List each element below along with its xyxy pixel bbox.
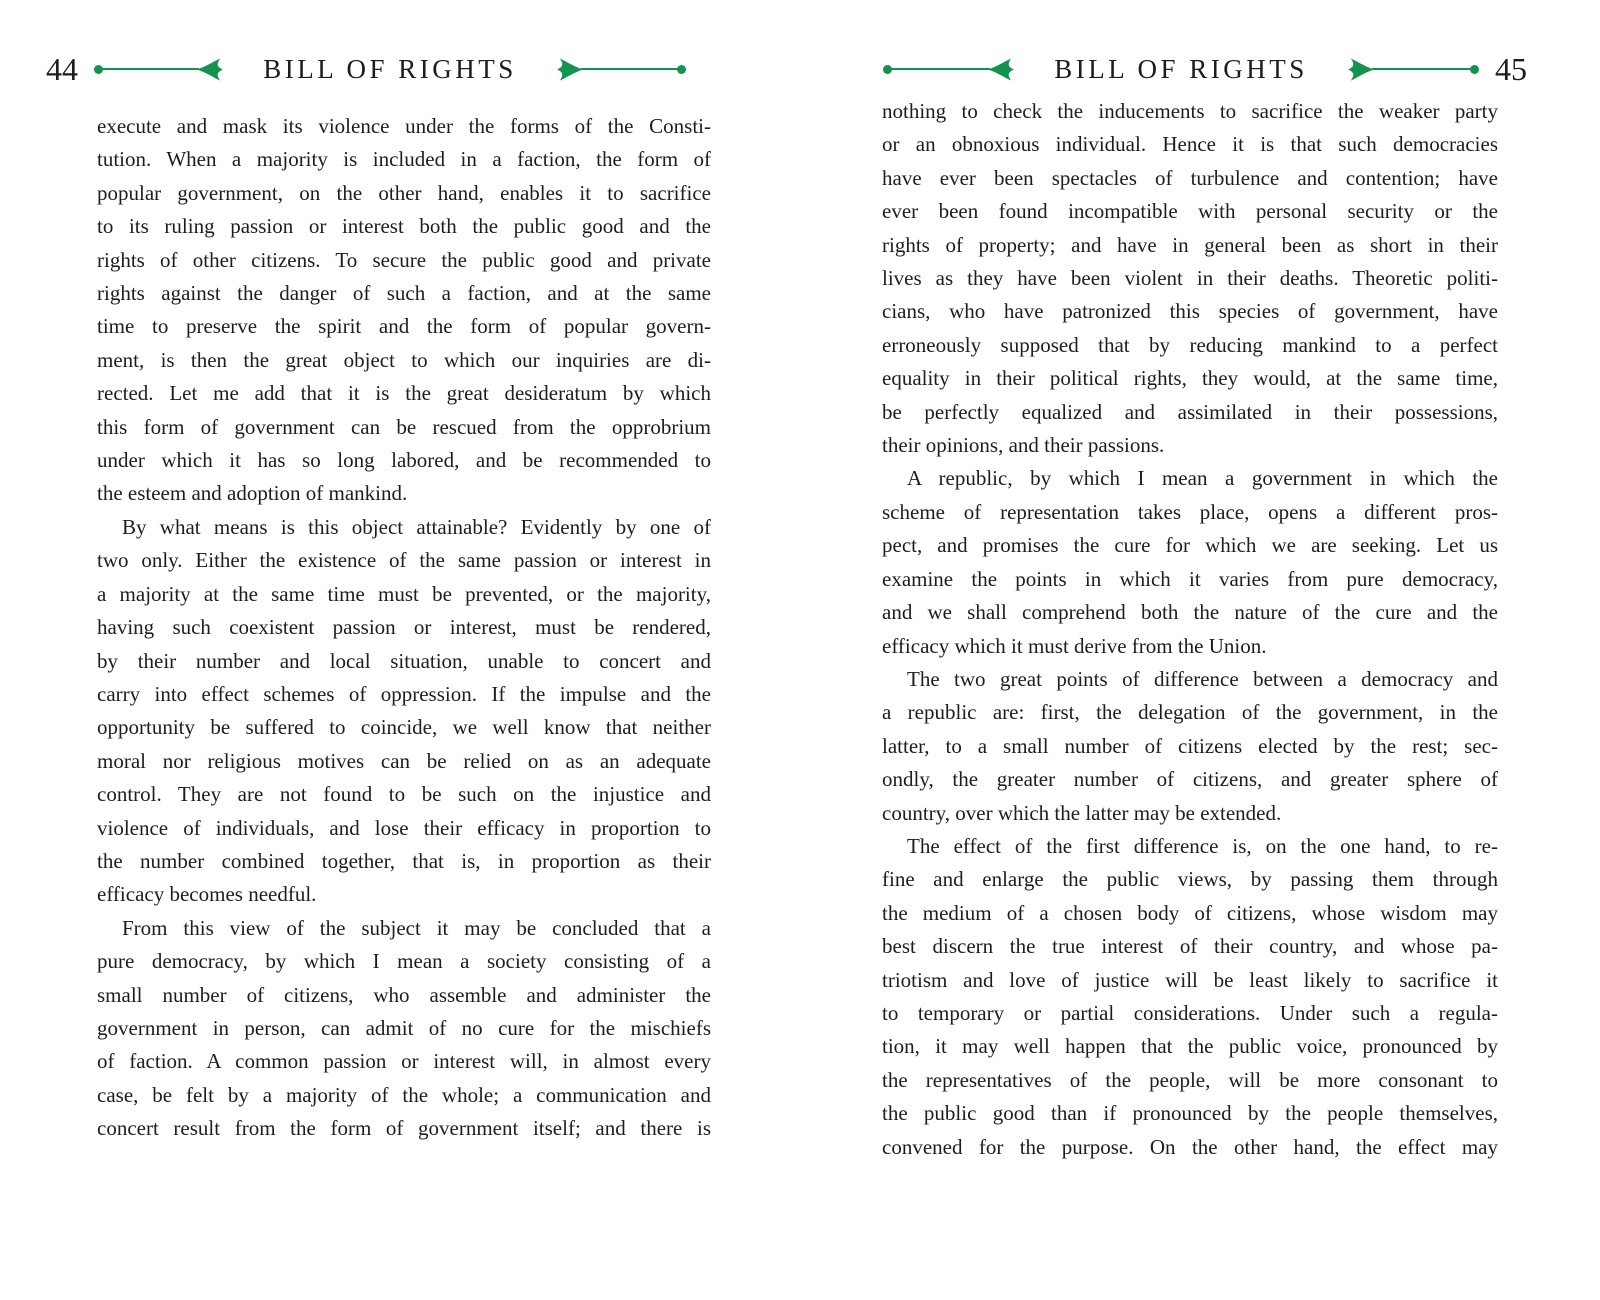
dot-icon (677, 65, 686, 74)
text-line: by their number and local situation, unable to concert and (97, 648, 711, 673)
ornament-rule (1372, 68, 1472, 70)
text-line: efficacy which it must derive from the Union. (882, 633, 1267, 658)
text-line: control. They are not found to be such on the injustice and (97, 782, 711, 807)
text-line: and we shall comprehend both the nature of the cure and the (882, 600, 1498, 625)
text-line: their opinions, and their passions. (882, 433, 1165, 458)
text-line: two only. Either the existence of the same passion or interest in (97, 548, 711, 573)
fleuron-leaf-icon (197, 57, 223, 82)
text-line: best discern the true interest of their country, and whose pa- (882, 934, 1498, 959)
text-line: violence of individuals, and lose their efficacy in proportion to (97, 815, 711, 840)
text-line: rected. Let me add that it is the great desideratum by which (97, 381, 711, 406)
text-line: a majority at the same time must be prevented, or the majority, (97, 581, 711, 606)
text-line: rights of property; and have in general been as short in their (882, 232, 1498, 257)
text-line: concert result from the form of government itself; and there is (97, 1116, 711, 1141)
header-ornament-right-trailing (1348, 57, 1479, 82)
text-line: the number combined together, that is, in proportion as their (97, 848, 711, 873)
ornament-rule (890, 68, 990, 70)
text-line: rights against the danger of such a faction, and at the same (97, 281, 711, 306)
text-line: convened for the purpose. On the other hand, the effect may (882, 1134, 1498, 1159)
text-line: cians, who have patronized this species of government, have (882, 299, 1498, 324)
text-line: popular government, on the other hand, enables it to sacrifice (97, 180, 711, 205)
text-line: By what means is this object attainable? Evidently by one of (122, 514, 711, 539)
text-line: ondly, the greater number of citizens, and greater sphere of (882, 767, 1498, 792)
text-line: country, over which the latter may be extended. (882, 800, 1282, 825)
text-line: pure democracy, by which I mean a society consisting of a (97, 949, 711, 974)
page-body-left (97, 110, 711, 1146)
running-head-right: BILL OF RIGHTS (1054, 53, 1308, 84)
text-line: ever been found incompatible with personal security or the (882, 199, 1498, 224)
text-line: the public good than if pronounced by the people themselves, (882, 1101, 1498, 1126)
page-body-right (882, 95, 1498, 1164)
text-line: moral nor religious motives can be relied on as an adequate (97, 748, 711, 773)
text-line: of faction. A common passion or interest will, in almost every (97, 1049, 711, 1074)
header-ornament-left-trailing (557, 57, 686, 82)
text-line: to its ruling passion or interest both the public good and the (97, 214, 711, 239)
text-line: pect, and promises the cure for which we are seeking. Let us (882, 533, 1498, 558)
text-line: or an obnoxious individual. Hence it is that such democracies (882, 132, 1498, 157)
text-line: tution. When a majority is included in a faction, the form of (97, 147, 711, 172)
text-line: be perfectly equalized and assimilated in their possessions, (882, 399, 1498, 424)
text-line: opportunity be suffered to coincide, we well know that neither (97, 715, 711, 740)
text-line: small number of citizens, who assemble and administer the (97, 982, 711, 1007)
text-line: scheme of representation takes place, opens a different pros- (882, 499, 1498, 524)
text-line: case, be felt by a majority of the whole; a communication and (97, 1082, 711, 1107)
text-line: a republic are: first, the delegation of the government, in the (882, 700, 1498, 725)
text-line: fine and enlarge the public views, by passing them through (882, 867, 1498, 892)
fleuron-leaf-icon (1348, 57, 1374, 82)
text-line: tion, it may well happen that the public voice, pronounced by (882, 1034, 1498, 1059)
page-header-right (883, 48, 1527, 90)
text-line: execute and mask its violence under the forms of the Consti- (97, 114, 711, 138)
page-number-right: 45 (1495, 51, 1528, 87)
text-line: have ever been spectacles of turbulence and contention; have (882, 165, 1498, 190)
text-line: The effect of the first difference is, on the one hand, to re- (907, 833, 1498, 858)
header-ornament-left-leading (94, 57, 223, 82)
dot-icon (1470, 65, 1479, 74)
text-line: the esteem and adoption of mankind. (97, 481, 408, 506)
text-line: erroneously supposed that by reducing mankind to a perfect (882, 332, 1498, 357)
text-line: having such coexistent passion or interest, must be rendered, (97, 615, 711, 640)
fleuron-leaf-icon (557, 57, 583, 82)
page-number-left: 44 (46, 51, 78, 87)
text-line: examine the points in which it varies from pure democracy, (882, 566, 1498, 591)
text-line: nothing to check the inducements to sacrifice the weaker party (882, 99, 1498, 123)
running-head-left: BILL OF RIGHTS (263, 53, 517, 84)
text-line: From this view of the subject it may be concluded that a (122, 915, 711, 940)
text-line: The two great points of difference between a democracy and (907, 666, 1498, 691)
text-line: equality in their political rights, they would, at the same time, (882, 366, 1498, 391)
ornament-rule (101, 68, 199, 70)
text-line: to temporary or partial considerations. Under such a regula- (882, 1000, 1498, 1025)
text-line: carry into effect schemes of oppression. If the impulse and the (97, 681, 711, 706)
text-line: A republic, by which I mean a government in which the (907, 466, 1498, 491)
fleuron-leaf-icon (988, 57, 1014, 82)
text-line: this form of government can be rescued from the opprobrium (97, 414, 711, 439)
text-line: the representatives of the people, will be more consonant to (882, 1067, 1498, 1092)
header-ornament-right-leading (883, 57, 1014, 82)
text-line: lives as they have been violent in their deaths. Theoretic politi- (882, 266, 1498, 291)
text-line: time to preserve the spirit and the form of popular govern- (97, 314, 711, 339)
ornament-rule (581, 68, 679, 70)
page-header-left (46, 48, 686, 90)
text-line: triotism and love of justice will be least likely to sacrifice it (882, 967, 1498, 992)
text-line: government in person, can admit of no cure for the mischiefs (97, 1015, 711, 1040)
text-line: the medium of a chosen body of citizens, whose wisdom may (882, 900, 1498, 925)
text-line: rights of other citizens. To secure the public good and private (97, 247, 711, 272)
text-line: latter, to a small number of citizens elected by the rest; sec- (882, 733, 1498, 758)
text-line: ment, is then the great object to which our inquiries are di- (97, 347, 711, 372)
text-line: under which it has so long labored, and be recommended to (97, 448, 711, 473)
text-line: efficacy becomes needful. (97, 882, 317, 907)
